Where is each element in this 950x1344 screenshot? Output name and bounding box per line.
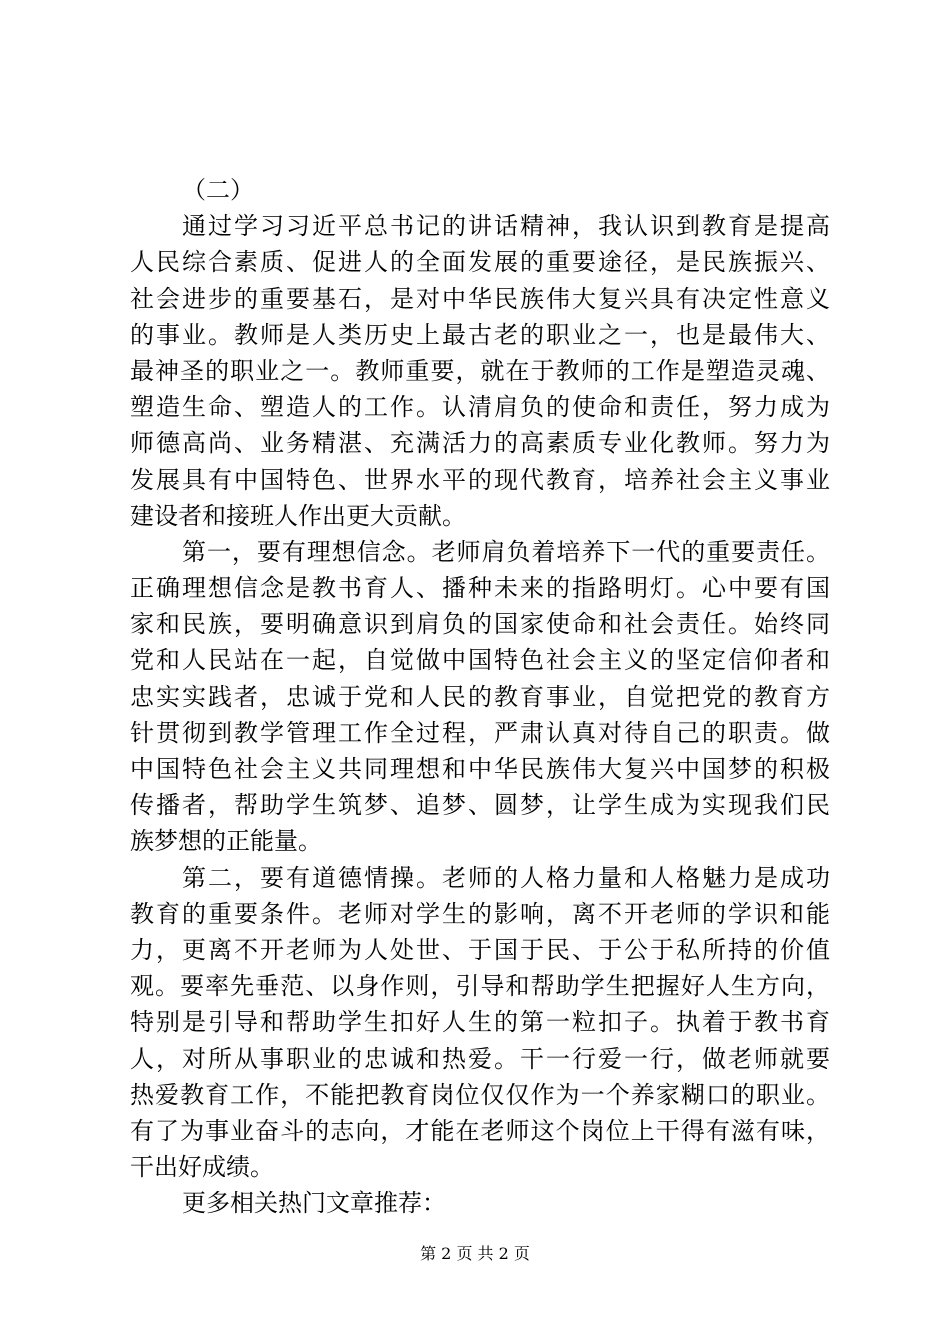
text-line: 家和民族，要明确意识到肩负的国家使命和社会责任。始终同 — [130, 610, 830, 639]
text-line: 最神圣的职业之一。教师重要，就在于教师的工作是塑造灵魂、 — [130, 356, 830, 385]
text-line: 塑造生命、塑造人的工作。认清肩负的使命和责任，努力成为 — [130, 393, 830, 422]
text-line: 人民综合素质、促进人的全面发展的重要途径，是民族振兴、 — [130, 248, 830, 277]
text-line: 社会进步的重要基石，是对中华民族伟大复兴具有决定性意义 — [130, 284, 830, 313]
text-line: 师德高尚、业务精湛、充满活力的高素质专业化教师。努力为 — [130, 429, 830, 458]
page-footer: 第 2 页 共 2 页 — [420, 1244, 530, 1263]
text-line: 通过学习习近平总书记的讲话精神，我认识到教育是提高 — [182, 212, 830, 241]
text-line: 族梦想的正能量。 — [130, 827, 322, 856]
text-line: 正确理想信念是教书育人、播种未来的指路明灯。心中要有国 — [130, 574, 830, 603]
text-line: 忠实实践者，忠诚于党和人民的教育事业，自觉把党的教育方 — [130, 682, 830, 711]
section-heading: （二） — [182, 176, 254, 204]
text-line: 中国特色社会主义共同理想和中华民族伟大复兴中国梦的积极 — [130, 755, 830, 783]
text-line: 更多相关热门文章推荐： — [182, 1189, 446, 1218]
text-line: 人，对所从事职业的忠诚和热爱。干一行爱一行，做老师就要 — [130, 1044, 830, 1073]
text-line: 观。要率先垂范、以身作则，引导和帮助学生把握好人生方向， — [130, 972, 830, 1001]
text-line: 干出好成绩。 — [130, 1153, 274, 1182]
document-body — [130, 172, 830, 1221]
text-line: 的事业。教师是人类历史上最古老的职业之一，也是最伟大、 — [130, 320, 830, 349]
text-line: 建设者和接班人作出更大贡献。 — [130, 501, 466, 530]
text-line: 热爱教育工作，不能把教育岗位仅仅作为一个养家糊口的职业。 — [130, 1080, 830, 1109]
text-line: 有了为事业奋斗的志向，才能在老师这个岗位上干得有滋有味， — [130, 1116, 830, 1145]
text-line: 特别是引导和帮助学生扣好人生的第一粒扣子。执着于教书育 — [130, 1008, 830, 1037]
text-line: 传播者，帮助学生筑梦、追梦、圆梦，让学生成为实现我们民 — [130, 791, 830, 820]
text-line: 第二，要有道德情操。老师的人格力量和人格魅力是成功 — [182, 863, 830, 892]
paragraph-lines — [130, 208, 830, 1221]
text-line: 力，更离不开老师为人处世、于国于民、于公于私所持的价值 — [130, 935, 830, 964]
text-line: 第一，要有理想信念。老师肩负着培养下一代的重要责任。 — [182, 537, 830, 566]
text-line: 党和人民站在一起，自觉做中国特色社会主义的坚定信仰者和 — [130, 646, 830, 675]
text-line: 针贯彻到教学管理工作全过程，严肃认真对待自己的职责。做 — [130, 718, 830, 747]
text-line: 教育的重要条件。老师对学生的影响，离不开老师的学识和能 — [130, 899, 830, 928]
text-line: 发展具有中国特色、世界水平的现代教育，培养社会主义事业 — [130, 465, 830, 494]
